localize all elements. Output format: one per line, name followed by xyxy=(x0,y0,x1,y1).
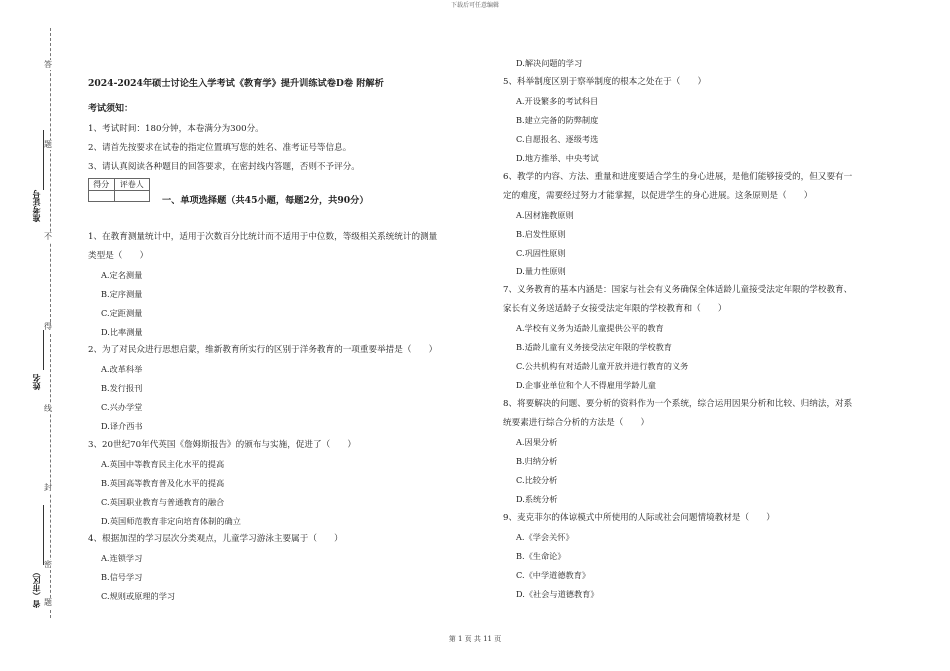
answer-option: D.比率测量 xyxy=(101,326,143,337)
score-table xyxy=(88,178,150,202)
question-text: 1、在教育测量统计中，适用于次数百分比统计而不适用于中位数，等级相关系统统计的测量 xyxy=(88,232,438,242)
answer-option: B.发行报刊 xyxy=(101,383,143,394)
answer-option: A.英国中等教育民主化水平的提高 xyxy=(101,458,225,469)
answer-option: C.《中学道德教育》 xyxy=(516,569,591,580)
answer-option: B.启发性原则 xyxy=(516,228,566,239)
cut-char: 答 xyxy=(44,60,52,69)
answer-option: B.归纳分析 xyxy=(516,455,558,466)
question-text: 定的难度，需要经过努力才能掌握，以促进学生的身心进展。这条原则是（ ） xyxy=(503,190,813,201)
answer-option: B.定序测量 xyxy=(101,288,143,299)
id-underline xyxy=(43,130,44,190)
question-text: 7、义务教育的基本内涵是：国家与社会有义务确保全体适龄儿童接受法定年限的学校教育、 xyxy=(503,285,853,296)
answer-option: B.信号学习 xyxy=(101,572,143,583)
answer-option: D.英国师范教育非定向培育体制的确立 xyxy=(101,515,241,526)
cut-char: 得 xyxy=(44,322,52,331)
answer-option: D.地方推举、中央考试 xyxy=(516,152,599,163)
answer-option: A.改革科举 xyxy=(101,364,143,375)
answer-option: A.因果分析 xyxy=(516,437,558,447)
answer-option: D.系统分析 xyxy=(516,493,558,504)
question-text: 8、将要解决的问题、要分析的资料作为一个系统，综合运用因果分析和比较、归纳法，对系 xyxy=(503,399,853,410)
score-label: 得分 xyxy=(89,179,115,191)
answer-option: C.定距测量 xyxy=(101,307,143,318)
question-text: 类型是（ ） xyxy=(88,250,149,261)
question-text: 家长有义务送适龄子女接受法定年限的学校教育和（ ） xyxy=(503,304,727,315)
answer-option: D.译介西书 xyxy=(101,421,143,431)
question-text: 2、为了对民众进行思想启蒙，维新教育所实行的区别于洋务教育的一项重要举措是（ ） xyxy=(88,345,438,356)
answer-option: A.学校有义务为适龄儿童提供公平的教育 xyxy=(516,323,664,334)
notice-heading: 考试须知： xyxy=(88,104,134,114)
cut-char: 题 xyxy=(44,140,52,149)
grader-label: 评卷人 xyxy=(114,179,149,191)
answer-option: A.定名测量 xyxy=(101,269,143,280)
answer-option: A.因材施教原则 xyxy=(516,209,574,220)
section-title: 一、单项选择题（共45小题，每题2分，共90分） xyxy=(162,195,369,206)
answer-option: B.适龄儿童有义务接受法定年限的学校教育 xyxy=(516,342,672,353)
answer-option: C.自愿报名、逐级考选 xyxy=(516,133,599,144)
answer-option: C.英国职业教育与普通教育的融合 xyxy=(101,496,225,507)
question-text: 9、麦克菲尔的体谅模式中所使用的人际或社会问题情境教材是（ ） xyxy=(503,512,775,523)
answer-option: A.《学会关怀》 xyxy=(516,531,574,542)
margin-label-id: 准考证号 xyxy=(31,190,41,222)
cut-char: 封 xyxy=(44,483,52,492)
answer-option: C.比较分析 xyxy=(516,474,558,485)
answer-option: A.开设繁多的考试科目 xyxy=(516,95,599,106)
answer-option: C.兴办学堂 xyxy=(101,402,143,413)
answer-option: D.解决问题的学习 xyxy=(516,58,583,68)
cut-char: 题 xyxy=(44,598,52,607)
grader-cell xyxy=(114,191,149,202)
margin-label-province: 省（市区） xyxy=(31,568,41,608)
answer-option: D.企事业单位和个人不得雇用学龄儿童 xyxy=(516,380,656,391)
score-cell xyxy=(89,191,115,202)
question-text: 3、20世纪70年代英国《詹姆斯报告》的颁布与实施，促进了（ ） xyxy=(88,439,356,450)
notice-item: 2、请首先按要求在试卷的指定位置填写您的姓名、准考证号等信息。 xyxy=(88,143,352,153)
cut-char: 不 xyxy=(44,232,52,241)
question-text: 5、科举制度区别于察举制度的根本之处在于（ ） xyxy=(503,76,707,87)
answer-option: C.巩固性原则 xyxy=(516,247,566,258)
answer-option: C.公共机构有对适龄儿童开放并进行教育的义务 xyxy=(516,361,689,372)
notice-item: 3、请认真阅读各种题目的回答要求，在密封线内答题，否则不予评分。 xyxy=(88,162,360,172)
answer-option: B.《生命论》 xyxy=(516,550,566,561)
answer-option: B.建立完备的防弊制度 xyxy=(516,114,599,125)
answer-option: C.规则或原理的学习 xyxy=(101,591,176,602)
cut-char: 线 xyxy=(44,404,52,413)
answer-option: B.英国高等教育普及化水平的提高 xyxy=(101,477,225,488)
answer-option: D.量力性原则 xyxy=(516,266,566,277)
exam-title: 2024-2024年硕士讨论生入学考试《教育学》提升训练试卷D卷 附解析 xyxy=(88,78,384,89)
answer-option: A.连锁学习 xyxy=(101,553,143,564)
margin-label-name: 姓名 xyxy=(31,374,41,390)
question-text: 4、根据加涅的学习层次分类观点，儿童学习游泳主要属于（ ） xyxy=(88,534,343,545)
cut-char: 密 xyxy=(44,560,52,569)
province-underline xyxy=(43,505,44,565)
page-footer: 第 1 页 共 11 页 xyxy=(448,635,502,643)
question-text: 统要素进行综合分析的方法是（ ） xyxy=(503,418,650,429)
question-text: 6、教学的内容、方法、重量和进度要适合学生的身心进展，是他们能够接受的，但又要有一 xyxy=(503,171,853,182)
answer-option: D.《社会与道德教育》 xyxy=(516,588,599,599)
notice-item: 1、考试时间：180分钟，本卷满分为300分。 xyxy=(88,124,264,134)
header-note: 下载后可任意编辑 xyxy=(450,2,499,9)
name-underline xyxy=(43,330,44,370)
